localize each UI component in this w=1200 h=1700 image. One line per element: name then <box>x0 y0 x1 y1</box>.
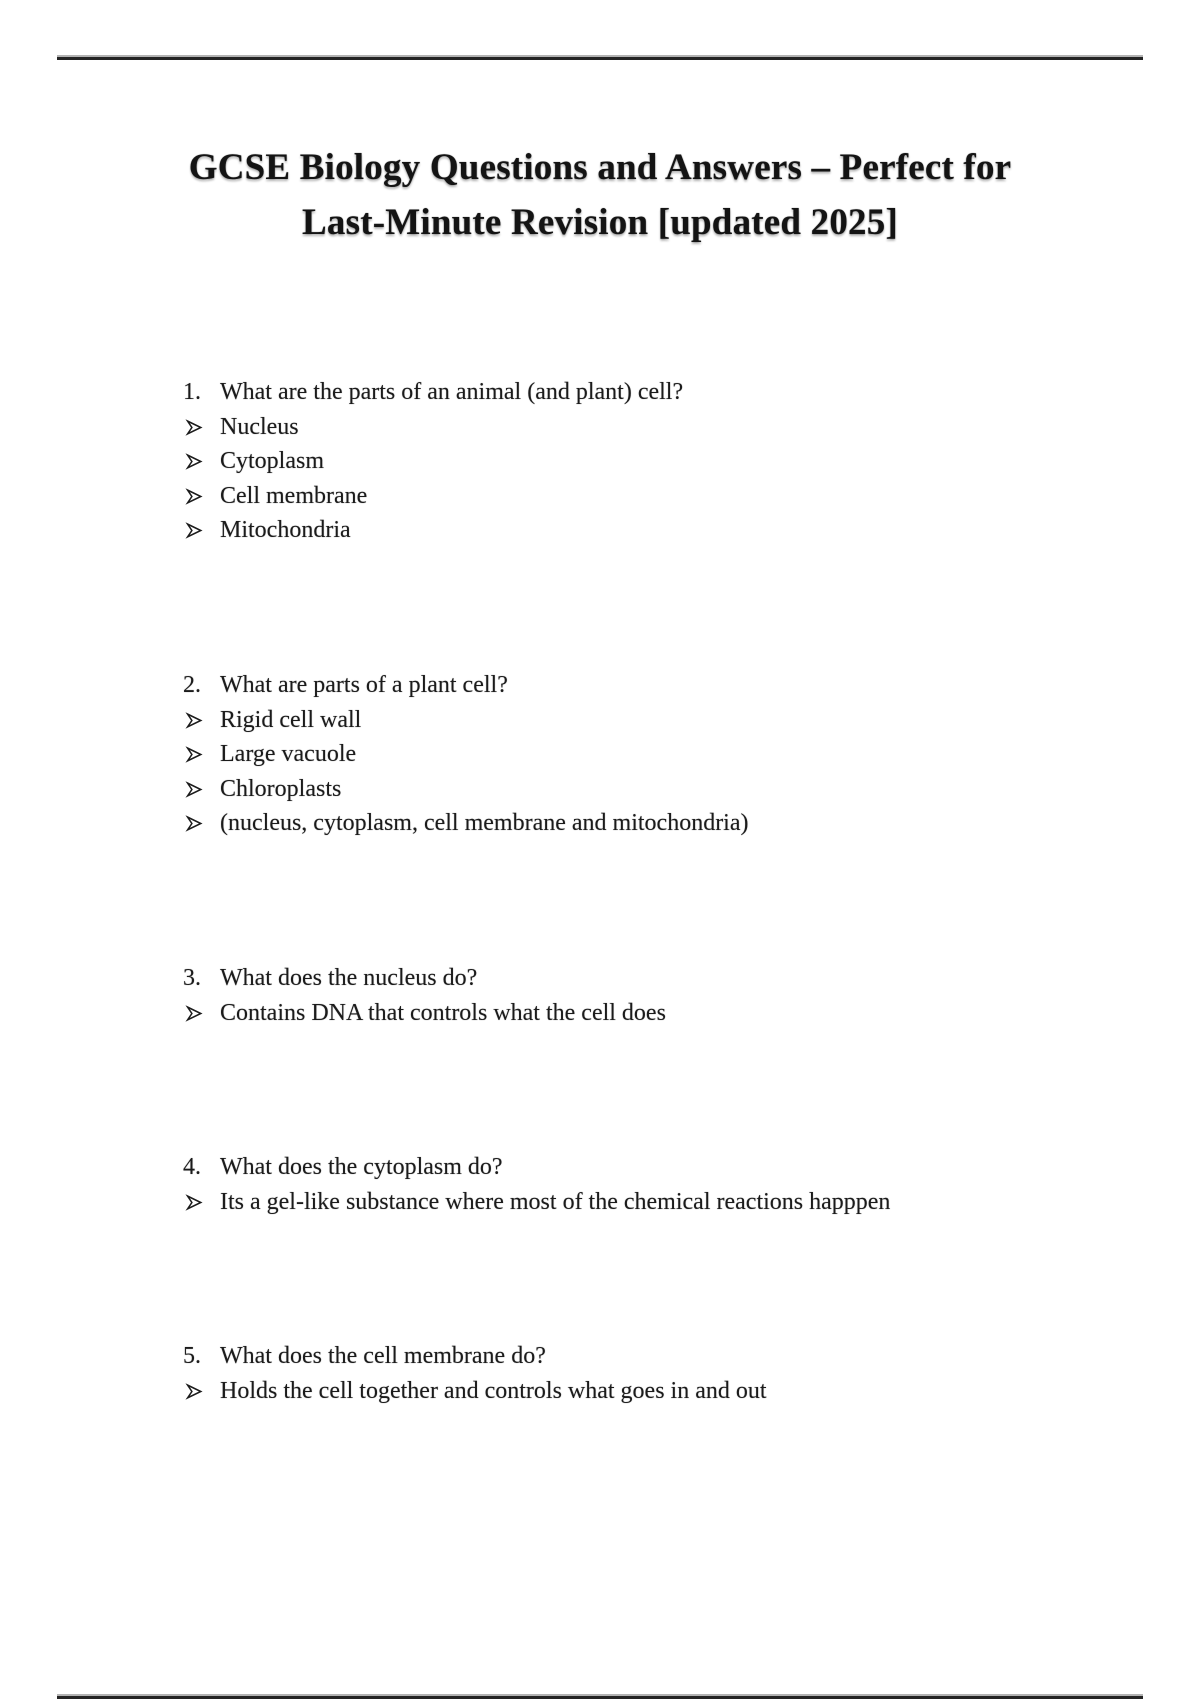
arrowhead-bullet-icon <box>185 410 220 436</box>
answer-row <box>183 772 1133 807</box>
page-title-line-2: Last-Minute Revision [updated 2025] <box>302 202 898 243</box>
qa-block <box>183 1339 1133 1408</box>
question-row <box>183 961 1133 996</box>
answer-row <box>183 1185 1133 1220</box>
arrowhead-bullet-icon <box>185 772 220 798</box>
answer-text: Chloroplasts <box>220 775 342 802</box>
qa-block <box>183 961 1133 1030</box>
answer-text: Cytoplasm <box>220 448 325 475</box>
arrowhead-bullet-icon <box>185 1185 220 1211</box>
page-title-line-1: GCSE Biology Questions and Answers – Perfect for <box>188 147 1012 188</box>
question-row <box>183 1150 1133 1185</box>
answer-text: (nucleus, cytoplasm, cell membrane and mitochondria) <box>220 810 749 837</box>
qa-block <box>183 668 1133 841</box>
answer-row <box>183 737 1133 772</box>
answer-row <box>183 996 1133 1031</box>
arrowhead-bullet-icon <box>185 737 220 763</box>
question-number: 2. <box>183 671 201 698</box>
qa-block <box>183 375 1133 548</box>
answer-row <box>183 479 1133 514</box>
question-number: 1. <box>183 379 201 405</box>
answer-text: Cell membrane <box>220 482 368 509</box>
question-number: 3. <box>183 964 201 991</box>
questions-list <box>183 375 1133 1529</box>
answer-text: Its a gel-like substance where most of the chemical reactions happpen <box>220 1188 891 1215</box>
page-title <box>0 140 1200 250</box>
answer-text: Contains DNA that controls what the cell does <box>220 999 666 1026</box>
question-text: What are parts of a plant cell? <box>220 671 508 698</box>
top-rule <box>57 55 1143 60</box>
bottom-rule <box>57 1694 1143 1699</box>
arrowhead-bullet-icon <box>185 703 220 729</box>
answer-row <box>183 444 1133 479</box>
qa-block <box>183 1150 1133 1219</box>
question-row <box>183 375 1133 410</box>
arrowhead-bullet-icon <box>185 806 220 832</box>
answer-text: Mitochondria <box>220 517 351 544</box>
answer-row <box>183 806 1133 841</box>
answer-row <box>183 1374 1133 1409</box>
question-text: What are the parts of an animal (and plant) cell? <box>220 379 684 405</box>
answer-row <box>183 410 1133 445</box>
answer-text: Large vacuole <box>220 741 357 768</box>
answer-text: Holds the cell together and controls what goes in and out <box>220 1377 767 1404</box>
arrowhead-bullet-icon <box>185 996 220 1022</box>
answer-text: Nucleus <box>220 413 299 440</box>
answer-text: Rigid cell wall <box>220 706 362 733</box>
question-number: 4. <box>183 1154 201 1181</box>
answer-row <box>183 703 1133 738</box>
answer-row <box>183 513 1133 548</box>
question-number: 5. <box>183 1343 201 1370</box>
arrowhead-bullet-icon <box>185 479 220 505</box>
arrowhead-bullet-icon <box>185 1374 220 1400</box>
arrowhead-bullet-icon <box>185 513 220 539</box>
question-text: What does the cell membrane do? <box>220 1343 546 1370</box>
question-row <box>183 668 1133 703</box>
question-row <box>183 1339 1133 1374</box>
arrowhead-bullet-icon <box>185 444 220 470</box>
question-text: What does the cytoplasm do? <box>220 1154 503 1181</box>
question-text: What does the nucleus do? <box>220 964 478 991</box>
